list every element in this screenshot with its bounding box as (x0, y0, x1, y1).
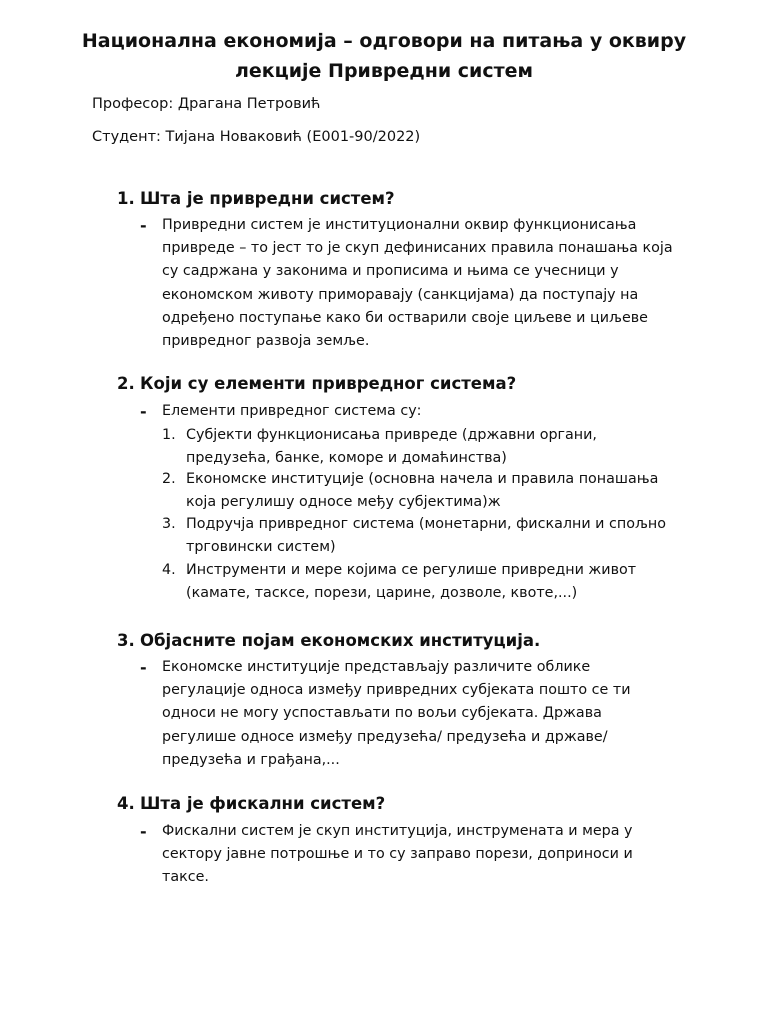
answer-line: регулише односе између предузећа/ предузећа и државе/ (162, 728, 608, 745)
title-line-1: Национална економија – одговори на питања у оквиру (81, 30, 687, 52)
question-text: Шта је фискални систем? (140, 794, 386, 813)
list-number: 2. (162, 471, 176, 487)
answer-line: су садржана у законима и прописима и њима се учесници у (162, 263, 619, 280)
bullet-dash: - (140, 822, 147, 841)
answer-2-intro (162, 400, 702, 423)
list-line: Подручја привредног система (монетарни, фискални и спољно (186, 516, 666, 532)
answer-line: економском животу приморавају (санкцијама) да поступају на (162, 286, 639, 303)
answer-line: одређено поступање како би остварили своје циљеве и циљеве (162, 309, 648, 326)
professor-line: Професор: Драгана Петровић (92, 96, 321, 112)
answer-1 (162, 214, 702, 353)
answer-line: регулације односа између привредних субјеката пошто се ти (162, 682, 631, 699)
answer-4 (162, 820, 702, 890)
question-2 (117, 372, 516, 396)
question-text: Шта је привредни систем? (140, 189, 395, 208)
list-number: 3. (162, 516, 176, 532)
question-number: 2. (117, 374, 135, 393)
question-text: Који су елементи привредног система? (140, 374, 517, 393)
question-number: 4. (117, 794, 135, 813)
list-number: 1. (162, 427, 176, 443)
question-4 (117, 792, 385, 816)
document-title (70, 26, 698, 86)
list-line: предузећа, банке, коморе и домаћинства) (186, 450, 507, 466)
bullet-dash: - (140, 402, 147, 421)
list-line: Инструменти и мере којима се регулише привредни живот (186, 562, 637, 578)
bullet-dash: - (140, 216, 147, 235)
answer-line: Елементи привредног система су: (162, 403, 422, 419)
bullet-dash: - (140, 658, 147, 677)
question-3 (117, 629, 540, 653)
list-line: трговински систем) (186, 539, 336, 555)
answer-line: сектору јавне потрошње и то су заправо порези, доприноси и (162, 846, 633, 863)
title-line-2: лекције Привредни систем (234, 60, 534, 82)
question-number: 3. (117, 631, 135, 650)
question-1 (117, 187, 395, 211)
question-text: Објасните појам економских институција. (140, 631, 541, 650)
list-line: која регулишу односе међу субјектима)ж (186, 494, 501, 510)
list-number: 4. (162, 562, 176, 578)
answer-line: таксе. (162, 869, 209, 886)
answer-line: привредног развоја земље. (162, 333, 370, 350)
answer-line: Привредни систем је институционални оквир функционисања (162, 217, 637, 233)
list-line: Економске институције (основна начела и правила понашања (186, 471, 659, 487)
student-line: Студент: Тијана Новаковић (Е001-90/2022) (92, 129, 421, 145)
answer-line: односи не могу успостављати по вољи субјеката. Држава (162, 705, 602, 722)
list-line: Субјекти функционисања привреде (државни органи, (186, 427, 597, 443)
answer-line: привреде – то јест то је скуп дефинисаних правила понашања која (162, 240, 673, 257)
answer-3 (162, 656, 702, 772)
question-number: 1. (117, 189, 135, 208)
answer-line: Фискални систем је скуп институција, инструмената и мера у (162, 823, 633, 839)
answer-line: Економске институције представљају различите облике (162, 659, 591, 675)
answer-line: предузећа и грађана,... (162, 751, 340, 768)
list-line: (камате, тасксе, порези, царине, дозволе, квоте,...) (186, 585, 578, 601)
